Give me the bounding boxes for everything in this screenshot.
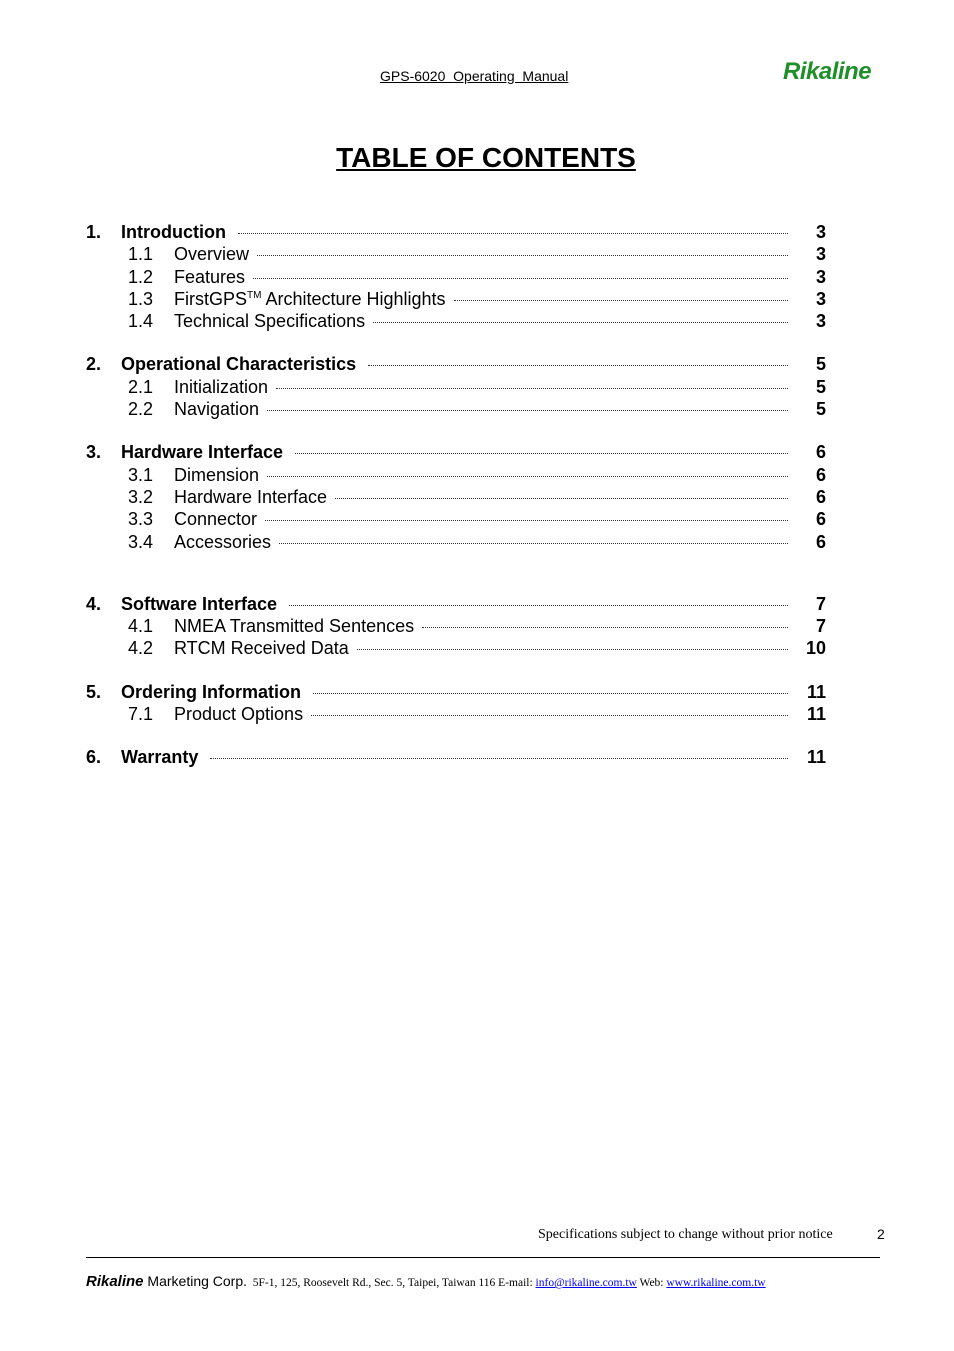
toc-item-label: Dimension: [174, 464, 260, 485]
toc-page-number: 11: [806, 704, 826, 725]
toc-page-number: 5: [815, 399, 826, 420]
toc-page-number: 6: [815, 509, 826, 530]
toc-item-label: Product Options: [174, 704, 304, 725]
toc-item-rtcm-received-data[interactable]: [86, 637, 826, 659]
toc-page-number: 5: [815, 376, 826, 397]
toc-page-number: 7: [815, 616, 826, 637]
rikaline-logo: Rikaline: [783, 58, 872, 85]
toc-section-number: 1.: [86, 222, 102, 242]
toc-section-operational-characteristics[interactable]: [86, 353, 826, 375]
trademark-symbol: TM: [247, 289, 262, 301]
footer-brand: Rikaline: [86, 1273, 144, 1290]
toc-item-label: Hardware Interface: [174, 486, 328, 507]
toc-item-technical-specifications[interactable]: [86, 310, 826, 332]
dot-leader: [368, 365, 788, 366]
toc-item-number: 2.1: [128, 376, 154, 397]
toc-section-label: Software Interface: [121, 593, 278, 614]
document-header-title: GPS-6020 Operating Manual: [380, 68, 569, 84]
section-spacer: [86, 725, 826, 746]
footer-company: Marketing Corp.: [143, 1273, 248, 1289]
toc-section-number: 5.: [86, 681, 102, 702]
dot-leader: [267, 476, 788, 477]
toc-item-product-options[interactable]: [86, 703, 826, 725]
toc-item-number: 1.4: [128, 311, 154, 332]
dot-leader: [238, 233, 788, 234]
toc-page-number: 3: [815, 222, 826, 242]
toc-item-accessories[interactable]: [86, 531, 826, 553]
toc-item-label: RTCM Received Data: [174, 638, 349, 659]
toc-item-number: 1.3: [128, 288, 154, 309]
dot-leader: [265, 520, 788, 521]
toc-section-label: Hardware Interface: [121, 442, 284, 463]
toc-item-number: 1.2: [128, 266, 154, 287]
dot-leader: [257, 255, 788, 256]
toc-item-label: Connector: [174, 509, 258, 530]
toc-item-label-rest: Architecture Highlights: [261, 288, 446, 309]
footer-web-label: Web:: [636, 1277, 667, 1289]
page-title: TABLE OF CONTENTS: [336, 142, 636, 173]
dot-leader: [313, 693, 788, 694]
toc-item-number: 3.2: [128, 486, 154, 507]
toc-item-overview[interactable]: [86, 243, 826, 265]
toc-item-label-main: FirstGPS: [174, 288, 248, 309]
toc-page-number: 6: [815, 531, 826, 552]
email-link[interactable]: info@rikaline.com.tw: [535, 1277, 637, 1289]
dot-leader: [289, 605, 788, 606]
toc-item-firstgps-architecture[interactable]: [86, 288, 826, 310]
dot-leader: [295, 453, 788, 454]
footer-address: 5F-1, 125, Roosevelt Rd., Sec. 5, Taipei, Taiwan 116 E-mail:: [247, 1277, 536, 1289]
toc-page-number: 7: [815, 593, 826, 614]
toc-item-number: 3.3: [128, 509, 154, 530]
toc-item-hardware-interface[interactable]: [86, 486, 826, 508]
toc-page-number: 3: [815, 244, 826, 265]
toc-page-number: 5: [815, 354, 826, 375]
footer-divider: [86, 1257, 880, 1258]
toc-item-label: Navigation: [174, 399, 260, 420]
toc-item-number: 1.1: [128, 244, 154, 265]
dot-leader: [253, 278, 788, 279]
toc-item-features[interactable]: [86, 266, 826, 288]
footer-contact-line: [86, 1273, 766, 1291]
section-spacer: [86, 420, 826, 441]
page-number: 2: [877, 1226, 885, 1242]
toc-section-hardware-interface[interactable]: [86, 441, 826, 463]
toc-page-number: 6: [815, 486, 826, 507]
toc-page-number: 11: [806, 681, 826, 702]
dot-leader: [279, 543, 788, 544]
toc-page-number: 11: [806, 747, 826, 768]
table-of-contents: [86, 221, 826, 769]
toc-item-nmea-transmitted-sentences[interactable]: [86, 615, 826, 637]
toc-item-label: [174, 288, 454, 310]
dot-leader: [311, 715, 788, 716]
toc-section-label: Ordering Information: [121, 681, 301, 702]
toc-item-label: Accessories: [174, 531, 272, 552]
toc-section-number: 2.: [86, 354, 102, 375]
toc-page-number: 6: [815, 442, 826, 463]
toc-page-number: 3: [815, 266, 826, 287]
toc-section-warranty[interactable]: [86, 746, 826, 768]
toc-item-number: 3.1: [128, 464, 154, 485]
dot-leader: [373, 322, 788, 323]
dot-leader: [276, 388, 788, 389]
toc-section-software-interface[interactable]: [86, 593, 826, 615]
toc-section-label: Operational Characteristics: [121, 354, 357, 375]
toc-page-number: 10: [805, 638, 826, 659]
toc-item-label: NMEA Transmitted Sentences: [174, 616, 415, 637]
toc-item-number: 7.1: [128, 704, 154, 725]
toc-item-label: Overview: [174, 244, 250, 265]
toc-page-number: 3: [815, 311, 826, 332]
toc-item-navigation[interactable]: [86, 398, 826, 420]
toc-section-number: 6.: [86, 747, 102, 768]
toc-item-initialization[interactable]: [86, 376, 826, 398]
toc-section-introduction[interactable]: [86, 221, 826, 243]
toc-section-ordering-information[interactable]: [86, 681, 826, 703]
toc-item-connector[interactable]: [86, 508, 826, 530]
dot-leader: [357, 649, 788, 650]
dot-leader: [454, 300, 788, 301]
toc-item-label: Technical Specifications: [174, 311, 366, 332]
website-link[interactable]: www.rikaline.com.tw: [666, 1277, 766, 1289]
toc-page-number: 3: [815, 288, 826, 309]
toc-item-label: Initialization: [174, 376, 269, 397]
section-spacer: [86, 553, 826, 593]
section-spacer: [86, 332, 826, 353]
toc-item-label: Features: [174, 266, 246, 287]
dot-leader: [267, 410, 788, 411]
toc-section-number: 3.: [86, 442, 102, 463]
toc-section-label: Warranty: [121, 747, 199, 768]
toc-section-label: Introduction: [121, 222, 226, 242]
section-spacer: [86, 660, 826, 681]
dot-leader: [422, 627, 788, 628]
toc-item-number: 2.2: [128, 399, 154, 420]
toc-page-number: 6: [815, 464, 826, 485]
toc-item-number: 4.2: [128, 638, 154, 659]
footer-notice: Specifications subject to change without prior notice: [538, 1227, 833, 1242]
toc-section-number: 4.: [86, 593, 102, 614]
dot-leader: [210, 758, 788, 759]
toc-item-number: 4.1: [128, 616, 154, 637]
toc-item-dimension[interactable]: [86, 464, 826, 486]
dot-leader: [335, 498, 788, 499]
toc-item-number: 3.4: [128, 531, 154, 552]
